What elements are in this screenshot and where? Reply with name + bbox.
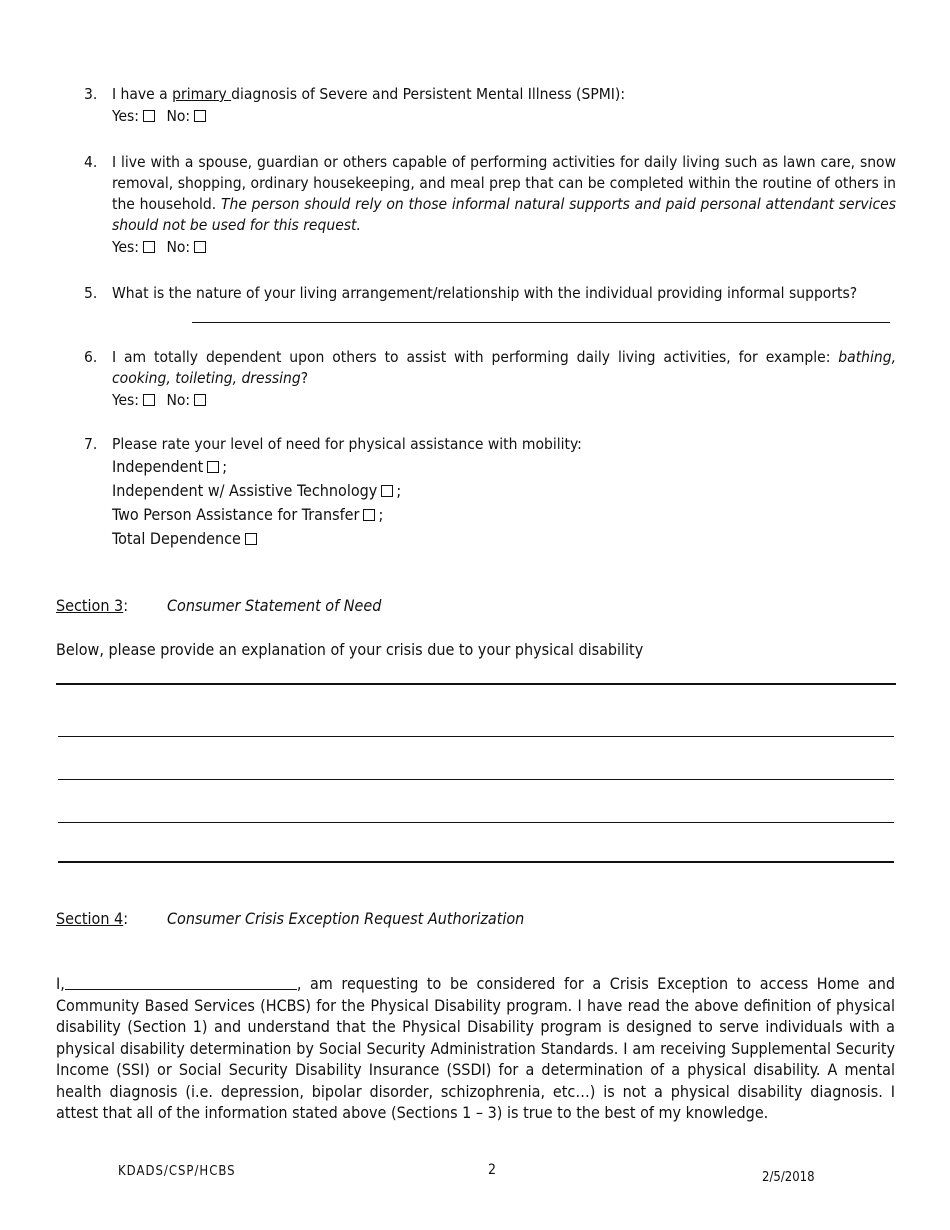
paragraph-body: , am requesting to be considered for a Crisis Exception to access Home and Community Based Services (HCBS) for the Physical Disability program. I have read the above definition of physical disability (Section 1) and understand that the Physical Disability program is designed to serve individuals with a physical disability determination by Social Security Administration Standards. I am receiving Supplemental Security Income (SSI) or Social Security Disability Insurance (SSDI) for a determination of a physical disability. A mental health diagnosis (i.e. depression, bipolar disorder, schizophrenia, etc…) is not a physical disability diagnosis. I attest that all of the information stated above (Sections 1 – 3) is true to the best of my knowledge. [56,974,895,1122]
mobility-option [112,455,896,479]
statement-line[interactable] [58,736,894,737]
mobility-option [112,503,896,527]
no-checkbox[interactable] [194,394,206,406]
statement-line[interactable] [58,822,894,823]
name-input-line[interactable] [65,975,297,990]
statement-line[interactable] [56,683,896,685]
section-3-prompt: Below, please provide an explanation of your crisis due to your physical disability [56,640,644,659]
section-colon: : [123,596,129,615]
option-checkbox[interactable] [363,509,375,521]
option-checkbox[interactable] [381,485,393,497]
question-number: 5. [84,284,98,302]
question-text: What is the nature of your living arrangement/relationship with the individual providing informal supports? [112,284,858,302]
footer-date: 2/5/2018 [762,1170,815,1185]
question-number: 3. [84,85,98,103]
mobility-option [112,479,896,503]
option-label: Total Dependence [112,529,241,548]
statement-line[interactable] [58,779,894,780]
question-3 [84,84,896,127]
question-text: I have a [112,85,173,103]
yes-label: Yes: [112,107,140,125]
question-end: ? [300,369,309,387]
question-4 [84,152,896,258]
question-text: diagnosis of Severe and Persistent Mental Illness (SPMI): [231,85,626,103]
option-label: Two Person Assistance for Transfer [112,505,360,524]
question-text-underlined: primary [172,85,232,103]
no-checkbox[interactable] [194,110,206,122]
option-suffix: ; [396,481,402,500]
section-4-heading [56,908,525,929]
question-number: 7. [84,435,98,453]
question-5 [84,283,896,304]
no-label: No: [166,238,191,256]
question-italic-note: The person should rely on those informal natural supports and paid personal attendant services should not be used for this request. [112,195,897,234]
question-text: Please rate your level of need for physical assistance with mobility: [112,435,582,453]
option-checkbox[interactable] [207,461,219,473]
question-italic-examples: bathing, cooking, toileting, dressing [112,348,896,387]
mobility-option [112,527,896,551]
question-number: 4. [84,153,98,171]
section-label: Section 3 [56,596,124,615]
section-label: Section 4 [56,909,124,928]
statement-line[interactable] [58,861,894,863]
paragraph-start: I, [56,974,65,993]
option-label: Independent [112,457,204,476]
page-number: 2 [488,1162,498,1178]
option-checkbox[interactable] [245,533,257,545]
no-label: No: [166,391,191,409]
question-6 [84,347,896,411]
question-text: I live with a spouse, guardian or others capable of performing activities for daily living such as lawn care, snow removal, shopping, ordinary housekeeping, and meal prep that can be completed within the routine of others in the household. [112,153,896,213]
no-checkbox[interactable] [194,241,206,253]
question-number: 6. [84,348,98,366]
authorization-paragraph [56,973,895,1124]
yes-checkbox[interactable] [143,110,155,122]
section-title: Consumer Statement of Need [167,596,382,615]
section-colon: : [123,909,129,928]
option-suffix: ; [378,505,384,524]
yes-checkbox[interactable] [143,394,155,406]
yes-checkbox[interactable] [143,241,155,253]
yes-label: Yes: [112,391,140,409]
section-title: Consumer Crisis Exception Request Authorization [167,909,525,928]
option-label: Independent w/ Assistive Technology [112,481,378,500]
question-text: I am totally dependent upon others to assist with performing daily living activities, for example: [112,348,839,366]
question-7 [84,434,896,551]
option-suffix: ; [222,457,228,476]
answer-line[interactable] [192,304,890,323]
footer-form-id: KDADS/CSP/HCBS [118,1164,236,1179]
no-label: No: [166,107,191,125]
yes-label: Yes: [112,238,140,256]
section-3-heading [56,595,382,616]
